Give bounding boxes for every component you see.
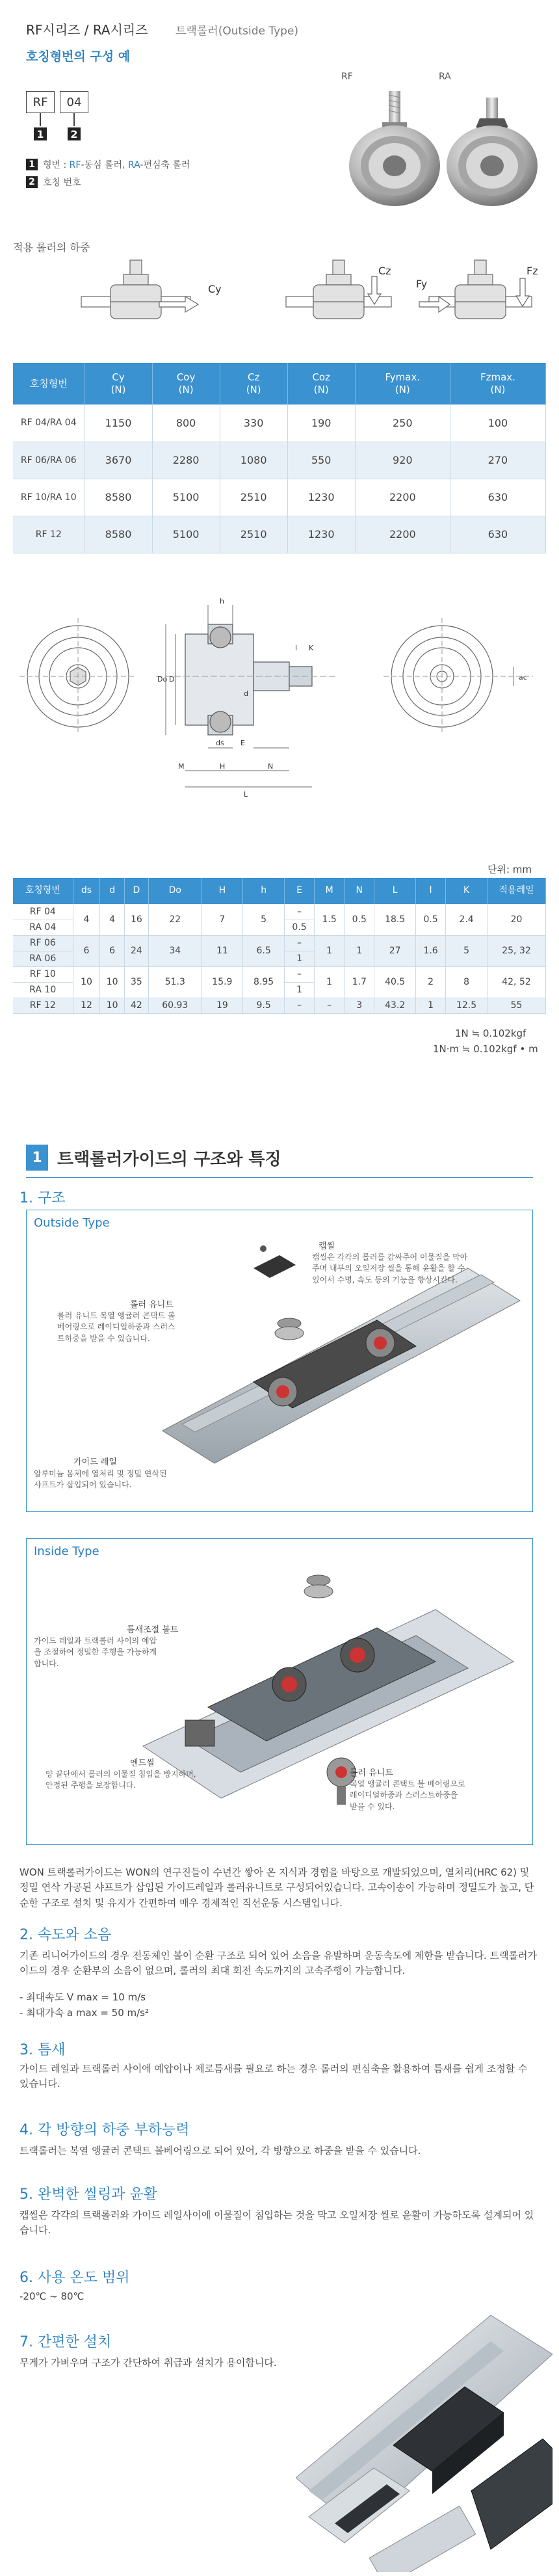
cell-model: RA 04 [13,920,73,935]
table-header-cell: h [243,878,285,904]
cell: 270 [450,442,545,479]
cell: 2510 [220,516,287,553]
cell: 2200 [355,516,450,553]
cell: 12.5 [446,998,488,1013]
load-title: 적용 롤러의 하중 [13,241,90,254]
load-roller-fz [429,260,532,319]
load-diagram [13,247,546,332]
cell-model: RF 04/RA 04 [13,405,84,442]
feature-install-title: 7. 간편한 설치 [20,2334,112,2350]
guide-rail-title: 가이드 레일 [73,1457,117,1467]
cell: 40.5 [374,966,416,998]
cell: – [285,904,315,920]
table-header-cell: 호칭형번 [13,878,73,904]
table-header-cell: l [416,878,446,904]
conversion-note-1: 1N ≒ 0.102kgf [455,1028,526,1039]
cell: 11 [202,935,243,966]
cell: 42, 52 [488,966,546,998]
load-roller-cy [81,260,190,319]
dim-d-outer: D [169,675,175,684]
marker-1: 1 [26,159,38,170]
label-fy: Fy [416,278,428,290]
feature-speed-body: 기존 리니어가이드의 경우 전동체인 볼이 순환 구조로 되어 있어 소음을 유발하며 운동속도에 제한을 받습니다. 트랙롤러가이드의 경우 순환부의 소음이 없으며, 롤러의 최대 회전 속도까지의 고속주행이 가능합니다. [20,1950,538,1977]
conversion-note-2: 1N·m ≒ 0.102kgf • m [433,1043,538,1055]
code-box-series: RF [26,91,55,113]
table-row [13,904,546,920]
cell-model: RF 06/RA 06 [13,442,84,479]
marker-2: 2 [68,127,81,140]
cell: 9.5 [243,998,285,1013]
cell: 42 [124,998,148,1013]
cell: 10 [100,998,124,1013]
cell: 5100 [152,479,220,516]
cell: 5 [243,904,285,935]
table-header-cell: M [315,878,344,904]
legend-line-1 [26,158,190,171]
table-row [13,405,546,442]
feature-seal-body: 캡씰은 각각의 트랙롤러와 가이드 레일사이에 이물질이 침입하는 것을 막고 오일저장 씰로 윤활이 가능하도록 설계되어 있습니다. [20,2209,534,2237]
cell: 6 [73,935,100,966]
label-rf: RF [341,72,353,82]
label-ra: RA [439,72,451,82]
cell: 1150 [84,405,152,442]
dim-h: h [220,597,224,605]
cell: 27 [374,935,416,966]
guide-rail-desc: 알루미늄 몸체에 열처리 및 정밀 연삭된 샤프트가 삽입되어 있습니다. [34,1469,167,1490]
speed-max-v: - 최대속도 V max = 10 m/s [20,1991,146,2003]
table-header-cell: Cz (N) [220,363,287,405]
cell: 12 [73,998,100,1013]
page-title: RF시리즈 / RA시리즈 [26,22,148,38]
cell-model: RF 12 [13,998,73,1013]
cell: 2.4 [446,904,488,935]
label-cz: Cz [378,265,391,277]
cell: 2200 [355,479,450,516]
section-number: 1 [26,1145,48,1171]
adjust-bolt-desc: 가이드 레일과 트랙롤러 사이의 예압 을 조절하여 정밀한 주행을 가능하게 합니다. [34,1636,157,1668]
cell: 8580 [84,479,152,516]
cell: 190 [287,405,355,442]
legend-suffix: -편심축 롤러 [140,160,190,170]
cell: 22 [149,904,202,935]
table-header-row [13,363,546,405]
dim-ds: ds [216,739,224,747]
outside-type-label: Outside Type [34,1216,110,1230]
cell: 1 [416,998,446,1013]
dim-d: d [244,689,248,698]
cell: 1 [285,951,315,966]
cell: 19 [202,998,243,1013]
cap-seal-desc: 캡씰은 각각의 롤러를 감싸주어 이물질을 막아 주며 내부의 오일저장 씰을 통해 윤활을 할 수 있어서 수명, 속도 등의 기능을 향상시킨다. [312,1253,468,1284]
cell: 20 [488,904,546,935]
table-header-cell: Do [149,878,202,904]
cell: 10 [100,966,124,998]
cell: 10 [73,966,100,998]
cell: 4 [100,904,124,935]
feature-load-body: 트랙롤러는 복열 앵귤러 콘택트 볼베어링으로 되어 있어, 각 방향으로 하중을 받을 수 있습니다. [20,2145,421,2157]
table-header-cell: K [446,878,488,904]
speed-max-a: - 최대가속 a max = 50 m/s² [20,2007,150,2019]
cell-model: RF 12 [13,516,84,553]
legend-line-2 [26,176,81,189]
legend-mid: -동심 롤러, [81,160,128,170]
table-header-cell: H [202,878,243,904]
table-header-row [13,878,546,904]
cell: 0.5 [285,920,315,935]
marker-2: 2 [26,176,38,188]
cell: 34 [149,935,202,966]
cell: 1230 [287,479,355,516]
table-header-cell: E [285,878,315,904]
legend-ra: RA [127,160,140,170]
table-header-cell: Cy (N) [84,363,152,405]
roller-unit-title: 롤러 유니트 [130,1300,174,1310]
connector-line [40,113,41,126]
cell: – [315,998,344,1013]
config-title: 호칭형번의 구성 예 [26,49,131,64]
table-row [13,966,546,982]
dim-k: K [309,644,314,652]
table-row [13,442,546,479]
cap-seal-title: 캡씰 [318,1242,335,1251]
cell: 920 [355,442,450,479]
guide-product-photo [296,2315,552,2572]
table-header-cell: Coz (N) [287,363,355,405]
cell: 0.5 [344,904,374,935]
legend-rf: RF [69,160,81,170]
table-header-cell: L [374,878,416,904]
cell: 8 [446,966,488,998]
cell: 1230 [287,516,355,553]
cell: 1.7 [344,966,374,998]
structure-title: 1. 구조 [20,1190,66,1206]
code-box-number: 04 [60,91,88,113]
end-seal-desc: 양 끝단에서 롤러의 이물질 침입을 방지하며, 안정된 주행을 보장합니다. [46,1770,196,1790]
legend-number: 호칭 번호 [43,178,81,188]
label-cy: Cy [208,283,222,295]
rf-roller-icon [349,91,440,206]
feature-temp-title: 6. 사용 온도 범위 [20,2270,130,2286]
cell: 15.9 [202,966,243,998]
cell: 330 [220,405,287,442]
end-seal-title: 엔드씰 [130,1759,155,1768]
feature-speed-title: 2. 속도와 소음 [20,1927,112,1943]
roller-product-image [338,85,546,215]
cell-model: RA 10 [13,982,73,998]
cell: – [285,966,315,982]
table-header-cell: 적용레일 [488,878,546,904]
feature-temp-body: -20℃ ~ 80℃ [20,2291,84,2302]
dim-l: l [295,644,298,652]
dim-h-upper: H [220,762,226,771]
cell: 2280 [152,442,220,479]
cell: 250 [355,405,450,442]
cell: 800 [152,405,220,442]
feature-load-title: 4. 각 방향의 하중 부하능력 [20,2122,190,2138]
dim-e: E [240,739,245,747]
cell: 18.5 [374,904,416,935]
cell-model: RF 04 [13,904,73,920]
cell: 0.5 [416,904,446,935]
right-view [384,618,533,735]
load-rating-table [13,363,546,553]
table-header-cell: D [124,878,148,904]
table-header-cell: Fymax. (N) [355,363,450,405]
intro-paragraph: WON 트랙롤러가이드는 WON의 연구진들이 수년간 쌓아 온 지식과 경험을 바탕으로 개발되었으며, 열처리(HRC 62) 및 정밀 연삭 가공된 샤프트가 삽입된 가이드레일과 롤러유니트로 구성되어있습니다. 고속이송이 가능하며 정밀도가 높고, 단순한 구조로 설치 및 유지가 간편하여 매우 경제적인 직선운동 시스템입니다. [20,1866,534,1909]
inside-type-label: Inside Type [34,1545,99,1558]
ra-roller-icon [447,98,538,206]
cell: 60.93 [149,998,202,1013]
cell: 6.5 [243,935,285,966]
page-subtitle: 트랙롤러(Outside Type) [176,25,299,38]
cell: 4 [73,904,100,935]
table-row [13,935,546,951]
cell: – [285,998,315,1013]
feature-gap-body: 가이드 레일과 트랙롤러 사이에 예압이나 제로틈새를 필요로 하는 경우 롤러의 편심축을 활용하여 틈새를 쉽게 조정할 수 있습니다. [20,2063,528,2090]
cell: 5 [446,935,488,966]
feature-seal-title: 5. 완벽한 씰링과 윤활 [20,2186,157,2203]
cell: 5100 [152,516,220,553]
cell: 25, 32 [488,935,546,966]
cell: 630 [450,479,545,516]
cell: 550 [287,442,355,479]
legend-prefix: 형번 : [43,160,70,170]
cell: 8.95 [243,966,285,998]
feature-install-body: 무게가 가벼우며 구조가 간단하여 취급과 설치가 용이합니다. [20,2357,277,2369]
table-header-cell: Fzmax. (N) [450,363,545,405]
cell: 1 [315,966,344,998]
cell: 6 [100,935,124,966]
feature-gap-title: 3. 틈새 [20,2042,66,2058]
table-header-cell: d [100,878,124,904]
dim-do: Do [157,675,168,684]
cell: 24 [124,935,148,966]
cell: 100 [450,405,545,442]
connector-line [73,113,75,126]
cell: 16 [124,904,148,935]
table-header-cell: Coy (N) [152,363,220,405]
cell: 1.6 [416,935,446,966]
cell: 3 [344,998,374,1013]
label-fz: Fz [526,265,538,277]
table-header-cell: N [344,878,374,904]
dimension-table [13,878,546,1014]
cell: 630 [450,516,545,553]
cell: – [285,935,315,951]
dim-m: M [178,762,185,771]
cell: 1 [344,935,374,966]
left-view [20,618,136,735]
dimension-drawing [13,585,546,839]
table-row [13,479,546,516]
dim-l-total: L [244,790,248,799]
dim-n: N [268,762,274,771]
dim-ac: ac [519,673,527,682]
cell: 8580 [84,516,152,553]
cell-model: RF 06 [13,935,73,951]
adjust-bolt-title: 틈새조절 볼트 [127,1625,179,1635]
table-header-cell: 호칭형번 [13,363,84,405]
cell: 1 [315,935,344,966]
inside-roller-unit-desc: 복열 앵귤러 콘택트 볼 베어링으로 레이디얼하중과 스러스트하중을 받을 수 있다. [350,1779,465,1811]
table-row [13,998,546,1013]
marker-1: 1 [34,127,47,140]
section-title: 트랙롤러가이드의 구조와 특징 [57,1150,281,1169]
cell: 3670 [84,442,152,479]
inside-roller-unit-title: 롤러 유니트 [350,1768,393,1778]
cell-model: RF 10/RA 10 [13,479,84,516]
table-row [13,516,546,553]
cell: 43.2 [374,998,416,1013]
cell-model: RF 10 [13,966,73,982]
cell: 51.3 [149,966,202,998]
cell: 35 [124,966,148,998]
cell: 1080 [220,442,287,479]
roller-unit-desc: 롤러 유니트 복열 앵귤러 콘택트 볼 베어링으로 레이디얼하중과 스러스 트하중을 받을 수 있습니다. [57,1311,176,1343]
cell: 2510 [220,479,287,516]
cell: 1 [285,982,315,998]
table-header-cell: ds [73,878,100,904]
cell: 7 [202,904,243,935]
cell: 1.5 [315,904,344,935]
cell: 55 [488,998,546,1013]
unit-label: 단위: mm [488,864,532,875]
cell: 2 [416,966,446,998]
cell-model: RA 06 [13,951,73,966]
